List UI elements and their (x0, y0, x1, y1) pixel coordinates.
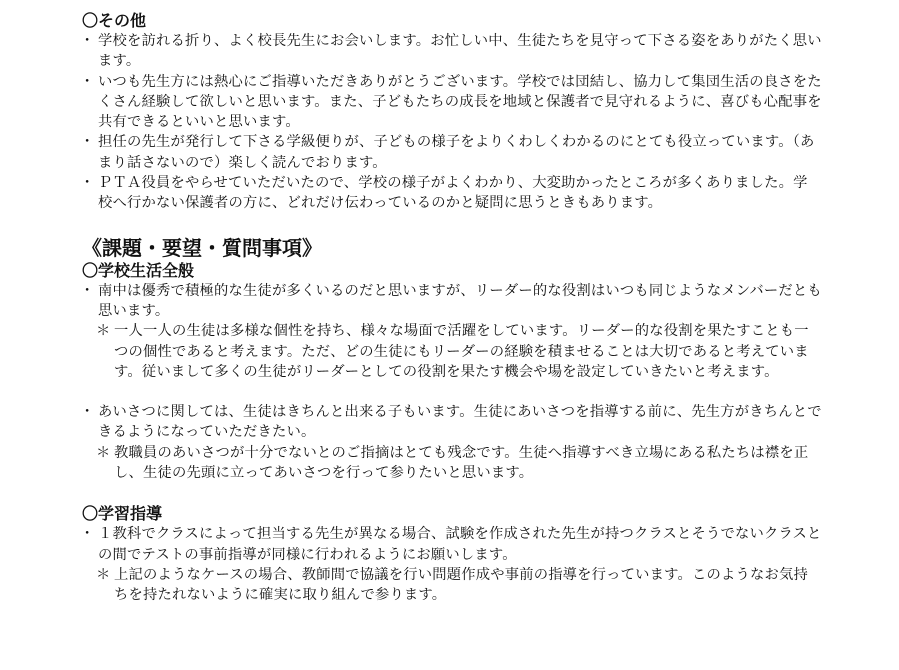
list-item: ・ 学校を訪れる折り、よく校長先生にお会いします。お忙しい中、生徒たちを見守って下さる姿をありがたく思います。 (82, 31, 822, 72)
reply-item: ＊ 一人一人の生徒は多様な個性を持ち、様々な場面で活躍をしています。リーダー的な役割を果たすことも一つの個性であると考えます。ただ、どの生徒にもリーダーの経験を積ませることは大切であると考えています。従いまして多くの生徒がリーダーとしての役割を果たす機会や場を設定していきたいと考えます。 (82, 321, 822, 382)
list-item: ・ あいさつに関しては、生徒はきちんと出来る子もいます。生徒にあいさつを指導する前に、先生方がきちんとできるようになっていただきたい。 (82, 402, 822, 443)
issues-title: 《課題・要望・質問事項》 (82, 235, 322, 260)
section-heading-school-life: 〇学校生活全般 (82, 260, 195, 280)
document-page (0, 10, 899, 670)
list-item: ・ 担任の先生が発行して下さる学級便りが、子どもの様子をよりくわしくわかるのにとても役立っています。（あまり話さないので）楽しく読んでおります。 (82, 132, 822, 173)
list-item: ・ １教科でクラスによって担当する先生が異なる場合、試験を作成された先生が持つクラスとそうでないクラスとの間でテストの事前指導が同様に行われるようにお願いします。 (82, 524, 822, 565)
list-item: ・ ＰＴＡ役員をやらせていただいたので、学校の様子がよくわかり、大変助かったところが多くありました。学校へ行かない保護者の方に、どれだけ伝わっているのかと疑問に思うときもあります。 (82, 173, 822, 214)
section-heading-other: 〇その他 (82, 11, 147, 30)
section-heading-study: 〇学習指導 (82, 504, 163, 524)
reply-item: ＊ 上記のようなケースの場合、教師間で協議を行い問題作成や事前の指導を行っています。このようなお気持ちを持たれないように確実に取り組んで参ります。 (82, 565, 822, 606)
reply-item: ＊ 教職員のあいさつが十分でないとのご指摘はとても残念です。生徒へ指導すべき立場にある私たちは襟を正し、生徒の先頭に立ってあいさつを行って参りたいと思います。 (82, 443, 822, 484)
list-item: ・ 南中は優秀で積極的な生徒が多くいるのだと思いますが、リーダー的な役割はいつも同じようなメンバーだとも思います。 (82, 281, 822, 322)
list-item: ・ いつも先生方には熱心にご指導いただきありがとうございます。学校では団結し、協力して集団生活の良さをたくさん経験して欲しいと思います。また、子どもたちの成長を地域と保護者で見守れるように、喜びも心配事を共有できるといいと思います。 (82, 72, 822, 133)
